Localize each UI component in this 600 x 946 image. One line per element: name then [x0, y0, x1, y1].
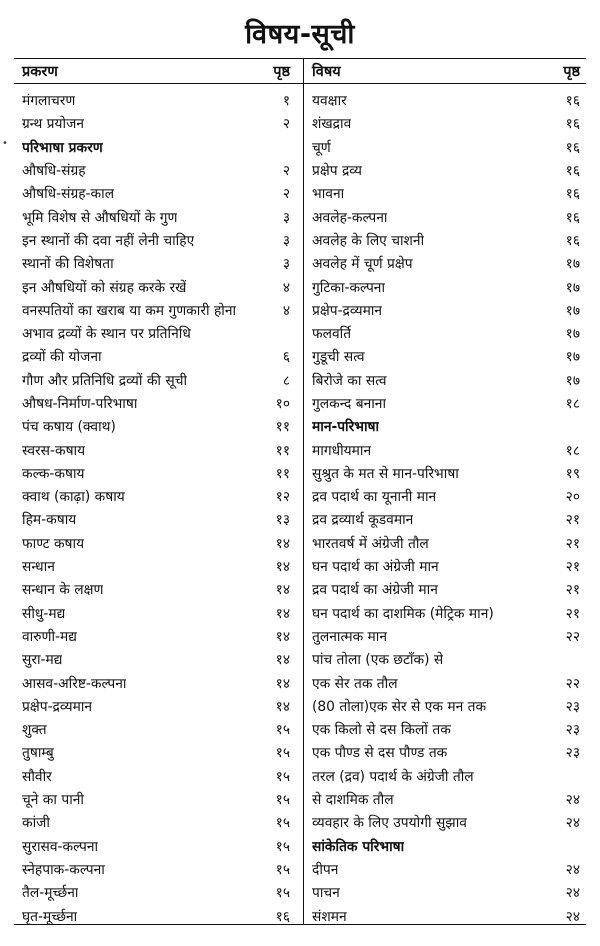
toc-entry-page: १	[282, 93, 290, 110]
left-toc-list	[22, 89, 290, 928]
toc-entry-title: (80 तोला)एक सेर से एक मन तक	[312, 698, 487, 715]
toc-entry	[312, 136, 580, 159]
toc-entry-title: सन्धान	[22, 559, 55, 576]
toc-entry	[312, 205, 580, 228]
toc-entry	[22, 648, 290, 671]
toc-entry-page: २३	[565, 698, 580, 715]
toc-entry-title: घृत-मूर्च्छना	[22, 908, 78, 925]
toc-entry-title: घन पदार्थ का अंग्रेजी मान	[312, 559, 439, 576]
toc-entry	[312, 392, 580, 415]
toc-entry	[312, 182, 580, 205]
toc-entry-page: २२	[565, 628, 580, 645]
toc-entry	[312, 369, 580, 392]
toc-entry	[22, 811, 290, 834]
toc-entry	[22, 89, 290, 112]
toc-entry-title: एक सेर तक तौल	[312, 675, 398, 692]
toc-entry	[312, 89, 580, 112]
toc-entry-page: ३	[282, 232, 290, 249]
toc-entry	[312, 648, 580, 671]
toc-entry	[312, 625, 580, 648]
toc-entry	[22, 182, 290, 205]
toc-entry-title: घन पदार्थ का दाशमिक (मेट्रिक मान)	[312, 605, 494, 622]
toc-entry-title: अवलेह के लिए चाशनी	[312, 232, 425, 249]
toc-entry	[22, 741, 290, 764]
toc-entry	[312, 252, 580, 275]
toc-entry-page: १६	[565, 232, 580, 249]
toc-entry-page: १४	[275, 559, 290, 576]
toc-entry-title: अवलेह-कल्पना	[312, 209, 388, 226]
toc-entry-title: पंच कषाय (क्वाथ)	[22, 419, 116, 436]
toc-entry-title: सीधु-मद्य	[22, 605, 66, 622]
toc-entry	[312, 159, 580, 182]
section-heading	[312, 415, 580, 438]
column-divider	[303, 58, 304, 924]
toc-entry-title: औषधि-संग्रह-काल	[22, 186, 115, 203]
toc-entry	[22, 438, 290, 461]
toc-entry	[312, 881, 580, 904]
toc-entry-page: १९	[565, 465, 580, 482]
toc-entry	[22, 788, 290, 811]
toc-entry-page: १५	[275, 815, 290, 832]
toc-entry-page: १४	[275, 652, 290, 669]
toc-entry-page: १६	[565, 139, 580, 156]
toc-entry-title: स्वरस-कषाय	[22, 442, 86, 459]
toc-entry-title: सौवीर	[22, 768, 52, 785]
toc-entry-title: चूर्ण	[312, 139, 331, 156]
toc-entry-page: १२	[275, 489, 290, 506]
toc-entry-title: अभाव द्रव्यों के स्थान पर प्रतिनिधि	[22, 326, 191, 343]
toc-entry-title: इन औषधियों को संग्रह करके रखें	[22, 279, 187, 296]
toc-entry	[312, 345, 580, 368]
toc-entry	[22, 555, 290, 578]
left-page-heading: पृष्ठ	[273, 64, 290, 80]
toc-entry-page: १६	[275, 908, 290, 925]
toc-entry-page: १५	[275, 861, 290, 878]
toc-entry	[22, 858, 290, 881]
toc-entry	[22, 485, 290, 508]
toc-entry-title: कांजी	[22, 815, 50, 832]
toc-entry-title: सुश्रुत के मत से मान-परिभाषा	[312, 465, 459, 482]
toc-entry-page: १८	[565, 396, 580, 412]
right-column	[312, 58, 580, 928]
toc-entry-title: क्वाथ (काढ़ा) कषाय	[22, 489, 125, 506]
toc-entry-title: पांच तोला (एक छटाँक) से	[312, 652, 444, 669]
toc-entry	[312, 765, 580, 788]
toc-entry-page: २१	[565, 535, 580, 552]
toc-entry	[312, 578, 580, 601]
toc-entry-title: वारुणी-मद्य	[22, 628, 77, 645]
toc-entry	[312, 555, 580, 578]
toc-entry	[312, 485, 580, 508]
toc-entry-page: ३	[282, 256, 290, 273]
toc-entry	[22, 718, 290, 741]
toc-entry-page: २४	[565, 908, 580, 925]
toc-entry	[22, 345, 290, 368]
toc-entry-page: २१	[565, 512, 580, 529]
toc-entry-page: १५	[275, 885, 290, 902]
toc-entry-page: १५	[275, 768, 290, 785]
toc-entry-page: १४	[275, 535, 290, 552]
toc-entry-title: भावना	[312, 186, 345, 203]
toc-entry-page: १४	[275, 628, 290, 645]
toc-entry-title: प्रक्षेप-द्रव्यमान	[22, 698, 93, 715]
toc-entry-title: सन्धान के लक्षण	[22, 582, 104, 599]
toc-entry-page: २४	[565, 815, 580, 832]
toc-entry-title: स्नेहपाक-कल्पना	[22, 861, 105, 878]
toc-entry	[312, 112, 580, 135]
toc-entry-title: फाण्ट कषाय	[22, 535, 85, 552]
toc-entry	[22, 671, 290, 694]
left-topic-heading: प्रकरण	[22, 64, 58, 80]
toc-entry-title: गुडूची सत्व	[312, 349, 365, 366]
toc-entry	[312, 322, 580, 345]
toc-entry-title: द्रव्यों की योजना	[22, 349, 102, 366]
toc-entry	[22, 462, 290, 485]
toc-entry	[22, 159, 290, 182]
toc-entry-page: ४	[282, 279, 290, 296]
toc-entry-title: एक किलो से दस किलों तक	[312, 722, 451, 739]
right-column-header	[312, 58, 580, 84]
toc-entry-title: वनस्पतियों का खराब या कम गुणकारी होना	[22, 302, 237, 319]
toc-entry	[312, 462, 580, 485]
toc-entry-title: गुटिका-कल्पना	[312, 279, 386, 296]
toc-entry	[22, 205, 290, 228]
toc-entry-title: हिम-कषाय	[22, 512, 77, 529]
toc-entry-title: द्रव द्रव्यार्थ कूडवमान	[312, 512, 414, 529]
toc-entry-page: १७	[565, 349, 580, 366]
toc-entry-page: १७	[565, 256, 580, 273]
left-column-header	[22, 58, 290, 84]
toc-entry	[22, 112, 290, 135]
right-page-heading: पृष्ठ	[563, 64, 580, 80]
toc-entry-title: सांकेतिक परिभाषा	[312, 838, 405, 855]
toc-entry-title: भारतवर्ष में अंग्रेजी तौल	[312, 535, 429, 552]
toc-entry-page: २४	[565, 792, 580, 809]
toc-entry-title: सुरासव-कल्पना	[22, 838, 99, 855]
toc-entry	[22, 275, 290, 298]
toc-entry	[22, 508, 290, 531]
toc-entry-title: स्थानों की विशेषता	[22, 256, 114, 273]
toc-entry	[312, 811, 580, 834]
toc-entry-page: २२	[565, 675, 580, 692]
toc-entry-page: १४	[275, 698, 290, 715]
toc-entry-page: २१	[565, 559, 580, 576]
toc-entry	[22, 252, 290, 275]
toc-entry	[22, 299, 290, 322]
toc-entry-title: एक पौण्ड से दस पौण्ड तक	[312, 745, 448, 762]
toc-entry-page: १५	[275, 722, 290, 739]
toc-entry-title: तैल-मूर्च्छना	[22, 885, 79, 902]
toc-entry	[22, 602, 290, 625]
toc-entry-title: व्यवहार के लिए उपयोगी सुझाव	[312, 815, 467, 832]
toc-entry-title: बिरोजे का सत्व	[312, 372, 387, 389]
toc-entry	[22, 578, 290, 601]
toc-entry	[312, 229, 580, 252]
toc-entry-title: अवलेह में चूर्ण प्रक्षेप	[312, 256, 413, 273]
toc-entry-page: ८	[282, 372, 290, 389]
toc-entry	[312, 718, 580, 741]
toc-entry-title: गौण और प्रतिनिधि द्रव्यों की सूची	[22, 372, 188, 389]
toc-entry-title: दीपन	[312, 861, 339, 878]
toc-entry-page: १५	[275, 838, 290, 855]
toc-entry-page: २	[282, 116, 290, 133]
toc-entry-title: पाचन	[312, 885, 340, 902]
toc-entry	[312, 275, 580, 298]
toc-entry-title: ग्रन्थ प्रयोजन	[22, 116, 84, 133]
toc-entry-title: शंखद्राव	[312, 116, 352, 133]
toc-entry-title: चूने का पानी	[22, 792, 84, 809]
toc-entry-page: २	[282, 186, 290, 203]
toc-entry-page: १६	[565, 163, 580, 180]
right-toc-list	[312, 89, 580, 928]
toc-entry-title: मंगलाचरण	[22, 93, 76, 110]
toc-entry-page: १८	[565, 442, 580, 459]
toc-entry-title: तुलनात्मक मान	[312, 628, 388, 645]
toc-entry-title: शुक्त	[22, 722, 47, 739]
toc-entry	[312, 602, 580, 625]
toc-entry-title: औषधि-संग्रह	[22, 163, 86, 180]
toc-entry-title: तुषाम्बु	[22, 745, 54, 762]
toc-entry-title: भूमि विशेष से औषधियों के गुण	[22, 209, 178, 226]
toc-entry-page: २४	[565, 885, 580, 902]
toc-entry-title: प्रक्षेप-द्रव्यमान	[312, 302, 383, 319]
toc-entry	[312, 695, 580, 718]
left-column	[22, 58, 290, 928]
toc-entry-page: २०	[565, 489, 580, 506]
toc-entry-page: १५	[275, 792, 290, 809]
toc-entry-title: प्रक्षेप द्रव्य	[312, 163, 363, 180]
toc-entry-page: २१	[565, 605, 580, 622]
toc-entry	[312, 299, 580, 322]
toc-entry-page: ६	[282, 349, 290, 366]
toc-entry	[22, 392, 290, 415]
toc-entry-title: द्रव पदार्थ का अंग्रेजी मान	[312, 582, 438, 599]
toc-entry	[22, 881, 290, 904]
toc-entry	[312, 858, 580, 881]
toc-entry-title: इन स्थानों की दवा नहीं लेनी चाहिए	[22, 232, 195, 249]
toc-entry-title: परिभाषा प्रकरण	[22, 139, 103, 156]
toc-entry-title: संशमन	[312, 908, 347, 925]
toc-entry-page: ११	[275, 419, 290, 436]
toc-entry	[312, 788, 580, 811]
toc-entry-page: १७	[565, 372, 580, 389]
toc-entry-title: आसव-अरिष्ट-कल्पना	[22, 675, 127, 692]
toc-entry-page: २४	[565, 861, 580, 878]
toc-entry	[22, 229, 290, 252]
toc-entry-title: सुरा-मद्य	[22, 652, 63, 669]
toc-entry-title: यवक्षार	[312, 93, 347, 110]
right-topic-heading: विषय	[312, 64, 341, 80]
toc-entry	[312, 532, 580, 555]
toc-entry-page: २३	[565, 745, 580, 762]
margin-mark: •	[2, 138, 8, 149]
toc-entry	[312, 741, 580, 764]
toc-entry-page: ४	[282, 302, 290, 319]
toc-entry	[22, 695, 290, 718]
toc-entry-page: १७	[565, 302, 580, 319]
toc-entry-page: ३	[282, 209, 290, 226]
toc-entry-page: १४	[275, 582, 290, 599]
toc-entry-page: ११	[275, 442, 290, 459]
toc-entry-title: तरल (द्रव) पदार्थ के अंग्रेजी तौल	[312, 768, 474, 785]
toc-entry	[22, 765, 290, 788]
toc-entry	[22, 415, 290, 438]
toc-entry	[312, 508, 580, 531]
toc-entry-page: १७	[565, 326, 580, 343]
toc-entry	[312, 438, 580, 461]
toc-entry	[22, 369, 290, 392]
toc-entry-page: १६	[565, 186, 580, 203]
toc-entry-page: २१	[565, 582, 580, 599]
toc-entry-page: १३	[275, 512, 290, 529]
toc-entry-title: फलवर्ति	[312, 326, 352, 343]
toc-entry-title: गुलकन्द बनाना	[312, 396, 387, 412]
toc-entry-title: कल्क-कषाय	[22, 465, 85, 482]
toc-entry	[312, 671, 580, 694]
toc-entry-page: २	[282, 163, 290, 180]
toc-entry	[22, 625, 290, 648]
toc-entry-page: १७	[565, 279, 580, 296]
toc-entry	[22, 322, 290, 345]
toc-entry-title: औषध-निर्माण-परिभाषा	[22, 396, 138, 412]
toc-entry-page: २३	[565, 722, 580, 739]
toc-entry-page: १६	[565, 209, 580, 226]
toc-entry-page: ११	[275, 465, 290, 482]
toc-entry-title: से दाशमिक तौल	[312, 792, 394, 809]
toc-entry	[22, 835, 290, 858]
toc-entry-title: मागधीयमान	[312, 442, 372, 459]
toc-entry	[312, 904, 580, 927]
toc-entry-page: १५	[275, 745, 290, 762]
toc-entry	[22, 904, 290, 927]
toc-entry-title: द्रव पदार्थ का यूनानी मान	[312, 489, 437, 506]
page-title: विषय-सूची	[245, 19, 355, 50]
section-heading	[22, 136, 290, 159]
section-heading	[312, 835, 580, 858]
toc-entry-page: १४	[275, 605, 290, 622]
toc-entry-page: १६	[565, 116, 580, 133]
toc-entry-page: १६	[565, 93, 580, 110]
toc-entry-page: १४	[275, 675, 290, 692]
toc-entry-title: मान-परिभाषा	[312, 419, 380, 436]
toc-entry-page: १०	[275, 396, 290, 412]
toc-entry	[22, 532, 290, 555]
